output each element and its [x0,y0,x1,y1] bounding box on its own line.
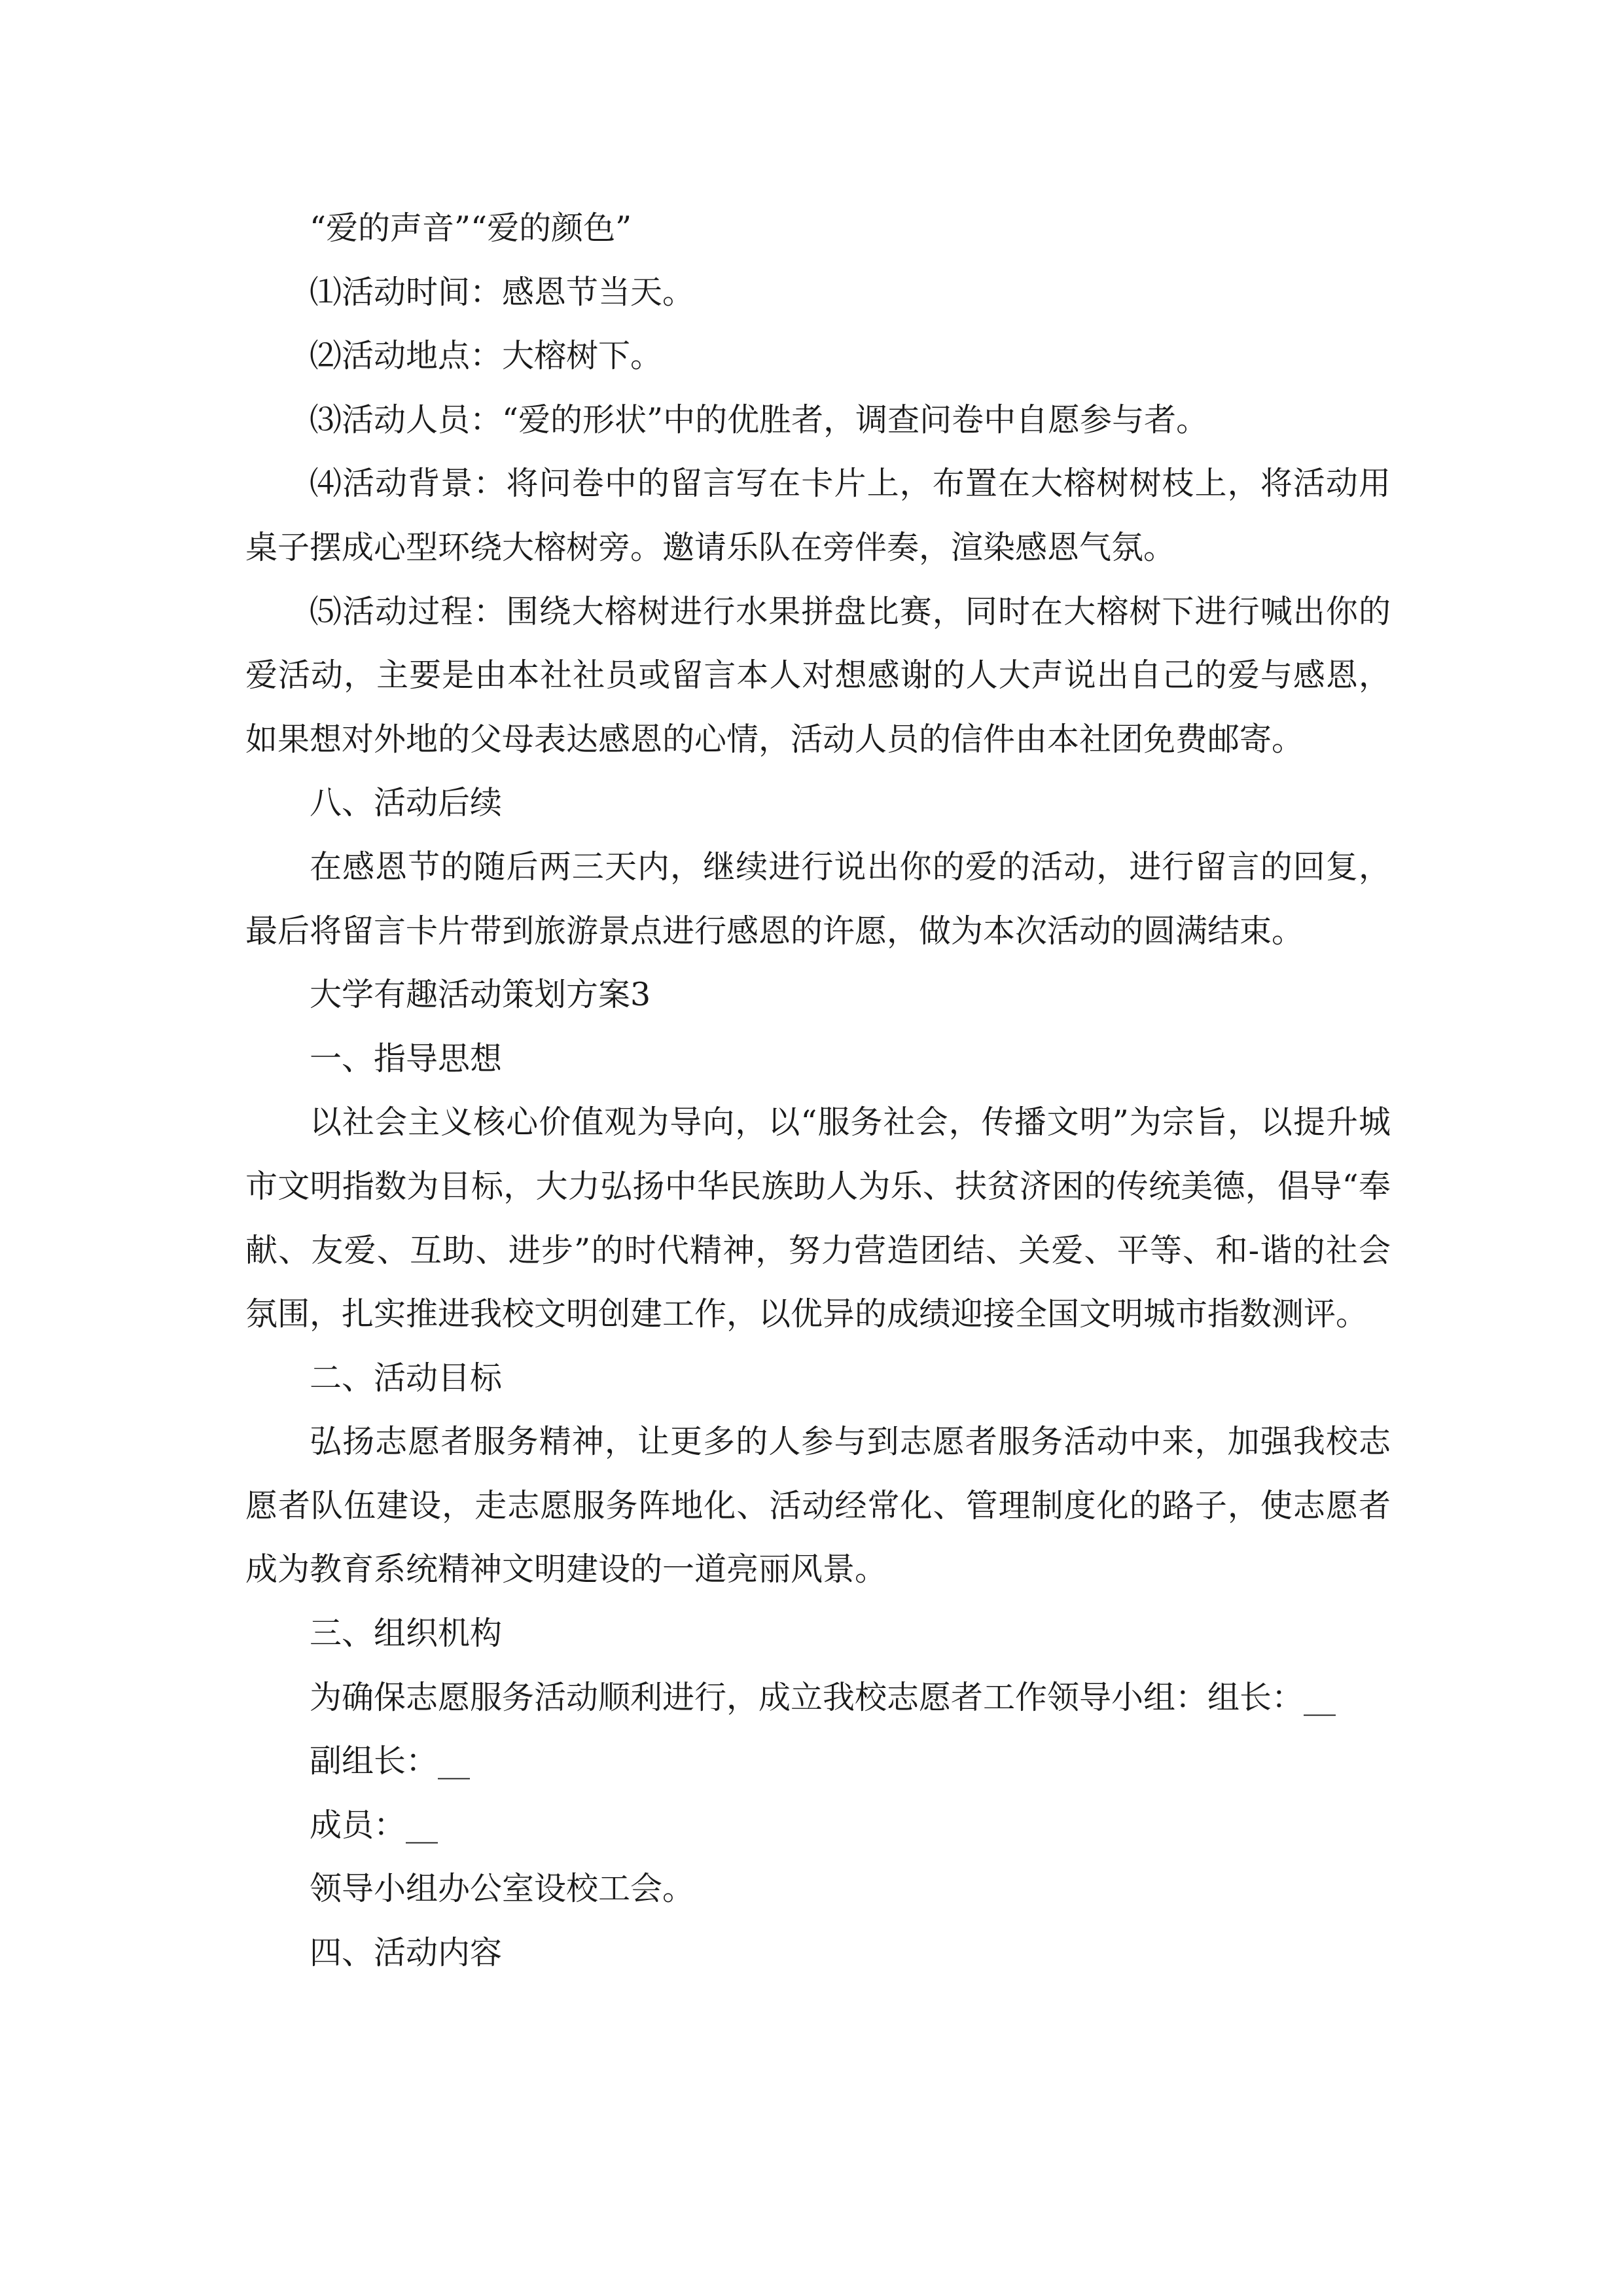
paragraph: ⑸活动过程：围绕大榕树进行水果拼盘比赛，同时在大榕树下进行喊出你的爱活动，主要是由本社社员或留言本人对想感谢的人大声说出自己的爱与感恩，如果想对外地的父母表达感恩的心情，活动人员的信件由本社团免费邮寄。 [245,592,1391,758]
document-heading: 大学有趣活动策划方案3 [310,976,651,1014]
section-heading: 八、活动后续 [310,784,503,822]
section-heading: 四、活动内容 [310,1934,503,1972]
document-body [245,196,1391,1985]
paragraph: 领导小组办公室设校工会。 [310,1870,695,1908]
paragraph: 副组长：__ [310,1742,471,1780]
paragraph: ⑶活动人员：“爱的形状”中的优胜者，调查问卷中自愿参与者。 [310,401,1209,439]
paragraph: 成员：__ [310,1806,438,1844]
section-heading: 二、活动目标 [310,1359,503,1397]
paragraph: ⑵活动地点：大榕树下。 [310,337,663,375]
paragraph: “爱的声音”“爱的颜色” [310,209,632,247]
paragraph: 以社会主义核心价值观为导向，以“服务社会，传播文明”为宗旨，以提升城市文明指数为目标，大力弘扬中华民族助人为乐、扶贫济困的传统美德，倡导“奉献、友爱、互助、进步”的时代精神，努力营造团结、关爱、平等、和-谐的社会氛围，扎实推进我校文明创建工作，以优异的成绩迎接全国文明城市指数测评。 [245,1103,1391,1333]
section-heading: 一、指导思想 [310,1039,503,1077]
paragraph: 在感恩节的随后两三天内，继续进行说出你的爱的活动，进行留言的回复，最后将留言卡片带到旅游景点进行感恩的许愿，做为本次活动的圆满结束。 [245,848,1391,950]
paragraph: 为确保志愿服务活动顺利进行，成立我校志愿者工作领导小组：组长：__ [310,1678,1336,1716]
paragraph: ⑷活动背景：将问卷中的留言写在卡片上，布置在大榕树树枝上，将活动用桌子摆成心型环绕大榕树旁。邀请乐队在旁伴奏，渲染感恩气氛。 [245,465,1391,566]
section-heading: 三、组织机构 [310,1615,503,1653]
paragraph: 弘扬志愿者服务精神，让更多的人参与到志愿者服务活动中来，加强我校志愿者队伍建设，走志愿服务阵地化、活动经常化、管理制度化的路子，使志愿者成为教育系统精神文明建设的一道亮丽风景。 [245,1423,1391,1588]
paragraph: ⑴活动时间：感恩节当天。 [310,273,695,311]
